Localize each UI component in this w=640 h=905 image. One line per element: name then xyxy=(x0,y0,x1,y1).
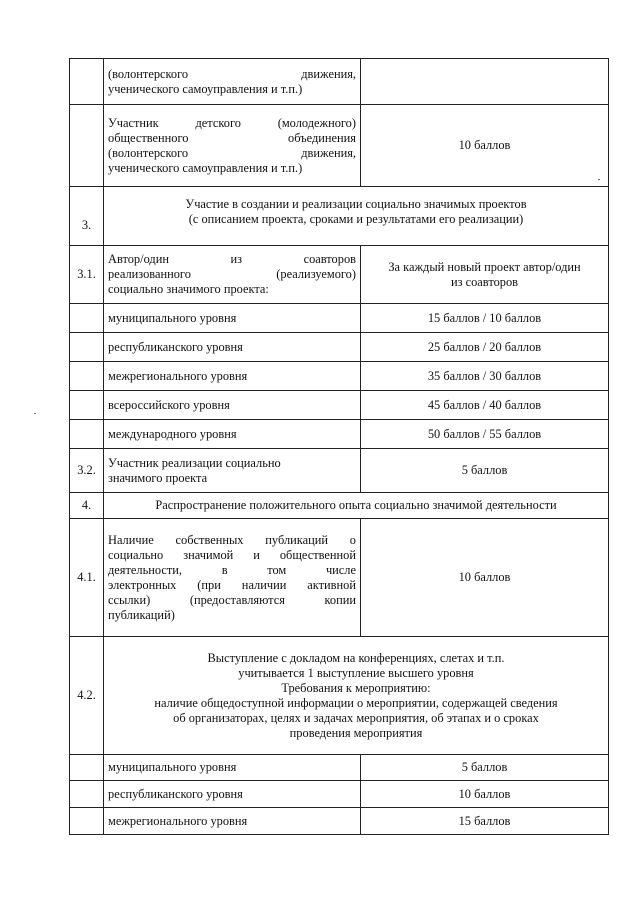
section-number: 4. xyxy=(70,493,104,519)
level-row xyxy=(70,781,609,808)
text-line: электронных (при наличии активной xyxy=(108,577,356,592)
level-row xyxy=(70,391,609,420)
criterion-text xyxy=(104,59,361,105)
criterion-text xyxy=(104,105,361,187)
text-line: ссылки) (предоставляются копии xyxy=(108,592,356,607)
level-row xyxy=(70,755,609,781)
text-line: ученического самоуправления и т.п.) xyxy=(108,81,303,96)
scan-speck xyxy=(34,413,36,414)
level-label: международного уровня xyxy=(104,420,361,449)
text-line: Участник детского (молодежного) xyxy=(108,115,356,130)
section-row xyxy=(70,637,609,755)
level-points: 15 баллов xyxy=(361,808,609,835)
title-line: Требования к мероприятию: xyxy=(281,680,431,695)
title-line: наличие общедоступной информации о мероприятии, содержащей сведения xyxy=(154,695,558,710)
level-points: 15 баллов / 10 баллов xyxy=(361,304,609,333)
section-row xyxy=(70,187,609,246)
level-row xyxy=(70,808,609,835)
level-points: 10 баллов xyxy=(361,781,609,808)
points-cell: 5 баллов xyxy=(361,449,609,493)
points-cell xyxy=(361,246,609,304)
section-row xyxy=(70,493,609,519)
text-line: значимого проекта xyxy=(108,470,208,485)
points-cell: 10 баллов xyxy=(361,519,609,637)
criterion-text xyxy=(104,246,361,304)
title-line: Участие в создании и реализации социально значимых проектов xyxy=(185,197,527,211)
row-number: 3.1. xyxy=(70,246,104,304)
title-line: проведения мероприятия xyxy=(289,725,423,740)
text-line: общественного объединения xyxy=(108,130,356,145)
table-row xyxy=(70,59,609,105)
row-number: 4.1. xyxy=(70,519,104,637)
level-label: муниципального уровня xyxy=(104,304,361,333)
level-label: муниципального уровня xyxy=(104,755,361,781)
criteria-table xyxy=(69,58,609,835)
table-row xyxy=(70,519,609,637)
level-label: республиканского уровня xyxy=(104,781,361,808)
text-line: (волонтерского движения, xyxy=(108,66,356,81)
text-line: деятельности, в том числе xyxy=(108,562,356,577)
level-row xyxy=(70,420,609,449)
section-number: 3. xyxy=(70,187,104,246)
level-points: 35 баллов / 30 баллов xyxy=(361,362,609,391)
level-label: республиканского уровня xyxy=(104,333,361,362)
text-line: ученического самоуправления и т.п.) xyxy=(108,160,303,175)
table-row xyxy=(70,449,609,493)
level-label: межрегионального уровня xyxy=(104,808,361,835)
section-title xyxy=(104,637,609,755)
points-line: из соавторов xyxy=(450,274,519,289)
level-label: всероссийского уровня xyxy=(104,391,361,420)
text-line: (волонтерского движения, xyxy=(108,145,356,160)
text-line: Наличие собственных публикаций о xyxy=(108,532,356,547)
text-line: реализованного (реализуемого) xyxy=(108,267,356,281)
text-line: Участник реализации социально xyxy=(108,455,281,470)
points-cell xyxy=(361,59,609,105)
points-line: За каждый новый проект автор/один xyxy=(388,259,581,274)
points-cell: 10 баллов xyxy=(361,105,609,187)
level-row xyxy=(70,362,609,391)
title-line: учитывается 1 выступление высшего уровня xyxy=(238,665,474,680)
table-row xyxy=(70,246,609,304)
title-line: Выступление с докладом на конференциях, слетах и т.п. xyxy=(207,650,505,665)
criterion-text xyxy=(104,449,361,493)
level-label: межрегионального уровня xyxy=(104,362,361,391)
row-number: 3.2. xyxy=(70,449,104,493)
text-line: публикаций) xyxy=(108,607,175,622)
criterion-text xyxy=(104,519,361,637)
scan-speck xyxy=(598,179,600,180)
row-number xyxy=(70,105,104,187)
section-title: Распространение положительного опыта социально значимой деятельности xyxy=(104,493,609,519)
text-line: социально значимой и общественной xyxy=(108,547,356,562)
text-line: Автор/один из соавторов xyxy=(108,252,356,266)
level-points: 45 баллов / 40 баллов xyxy=(361,391,609,420)
row-number xyxy=(70,59,104,105)
table-row xyxy=(70,105,609,187)
title-line: об организаторах, целях и задачах мероприятия, об этапах и о сроках xyxy=(173,710,539,725)
level-row xyxy=(70,333,609,362)
level-points: 50 баллов / 55 баллов xyxy=(361,420,609,449)
text-line: социально значимого проекта: xyxy=(108,282,269,296)
row-number: 4.2. xyxy=(70,637,104,755)
title-line: (с описанием проекта, сроками и результатами его реализации) xyxy=(188,212,524,226)
level-points: 25 баллов / 20 баллов xyxy=(361,333,609,362)
section-title xyxy=(104,187,609,246)
level-row xyxy=(70,304,609,333)
level-points: 5 баллов xyxy=(361,755,609,781)
